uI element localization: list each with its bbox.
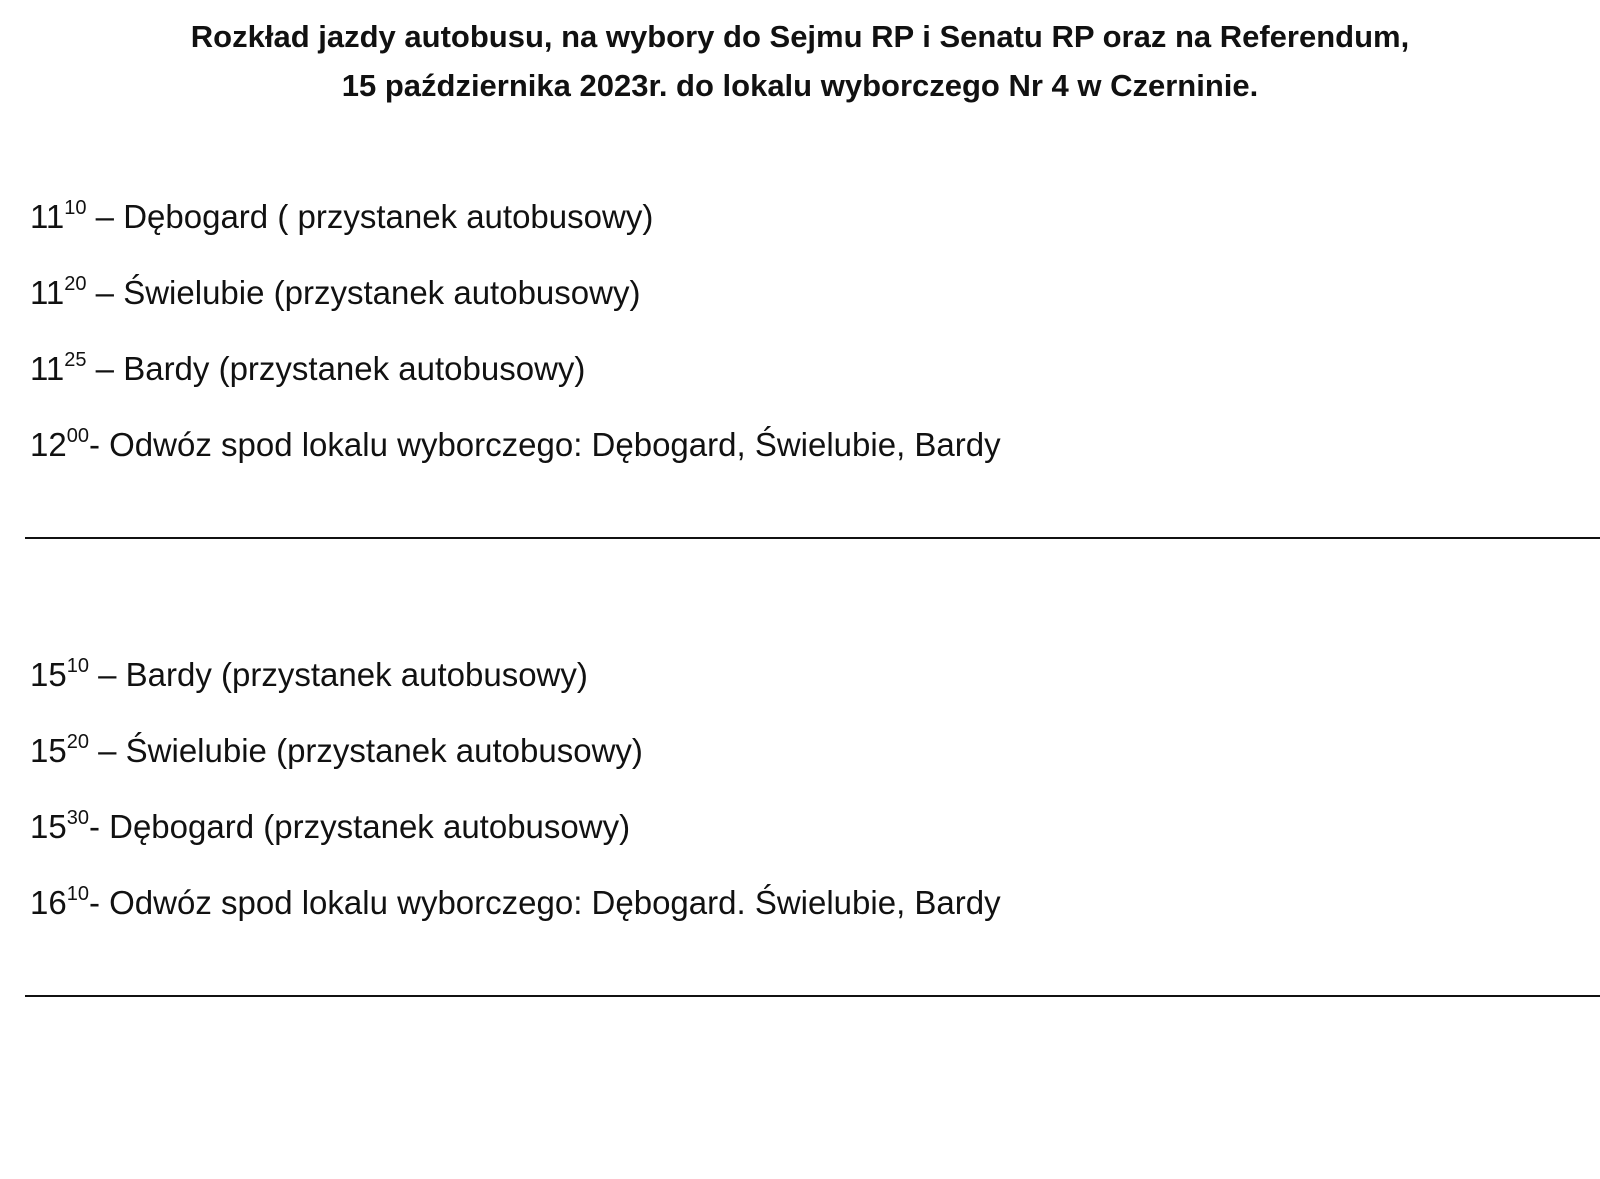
- departure-hour: 11: [30, 198, 65, 235]
- departure-hour: 11: [30, 350, 65, 387]
- schedule-row: [30, 188, 1001, 264]
- schedule-block-morning: [30, 188, 1001, 492]
- stop-description: – Świelubie (przystanek autobusowy): [88, 732, 643, 769]
- schedule-row: [30, 798, 1001, 874]
- departure-hour: 15: [30, 808, 67, 845]
- title-line-1: Rozkład jazdy autobusu, na wybory do Sejmu RP i Senatu RP oraz na Referendum,: [190, 19, 1410, 54]
- schedule-row: [30, 874, 1001, 950]
- departure-minutes: 20: [66, 731, 89, 753]
- stop-description: – Świelubie (przystanek autobusowy): [86, 274, 641, 311]
- departure-minutes: 30: [66, 807, 89, 829]
- stop-description: – Dębogard ( przystanek autobusowy): [86, 198, 654, 235]
- departure-hour: 11: [30, 274, 65, 311]
- schedule-block-afternoon: [30, 646, 1001, 950]
- departure-minutes: 25: [64, 349, 87, 371]
- departure-hour: 15: [30, 656, 67, 693]
- section-divider: [25, 995, 1600, 997]
- departure-minutes: 00: [66, 425, 89, 447]
- departure-hour: 16: [30, 884, 67, 921]
- departure-minutes: 10: [66, 883, 89, 905]
- schedule-row: [30, 646, 1001, 722]
- departure-minutes: 10: [64, 197, 87, 219]
- title-line-2: 15 października 2023r. do lokalu wyborczego Nr 4 w Czerninie.: [341, 68, 1259, 103]
- departure-minutes: 10: [66, 655, 89, 677]
- schedule-row: [30, 416, 1001, 492]
- section-divider: [25, 537, 1600, 539]
- stop-description: - Odwóz spod lokalu wyborczego: Dębogard. Świelubie, Bardy: [88, 884, 1001, 921]
- document-title: [0, 12, 1600, 110]
- stop-description: – Bardy (przystanek autobusowy): [86, 350, 586, 387]
- departure-hour: 12: [30, 426, 67, 463]
- schedule-row: [30, 264, 1001, 340]
- stop-description: - Dębogard (przystanek autobusowy): [88, 808, 631, 845]
- schedule-row: [30, 722, 1001, 798]
- departure-hour: 15: [30, 732, 67, 769]
- schedule-row: [30, 340, 1001, 416]
- stop-description: - Odwóz spod lokalu wyborczego: Dębogard, Świelubie, Bardy: [88, 426, 1001, 463]
- departure-minutes: 20: [64, 273, 87, 295]
- stop-description: – Bardy (przystanek autobusowy): [88, 656, 588, 693]
